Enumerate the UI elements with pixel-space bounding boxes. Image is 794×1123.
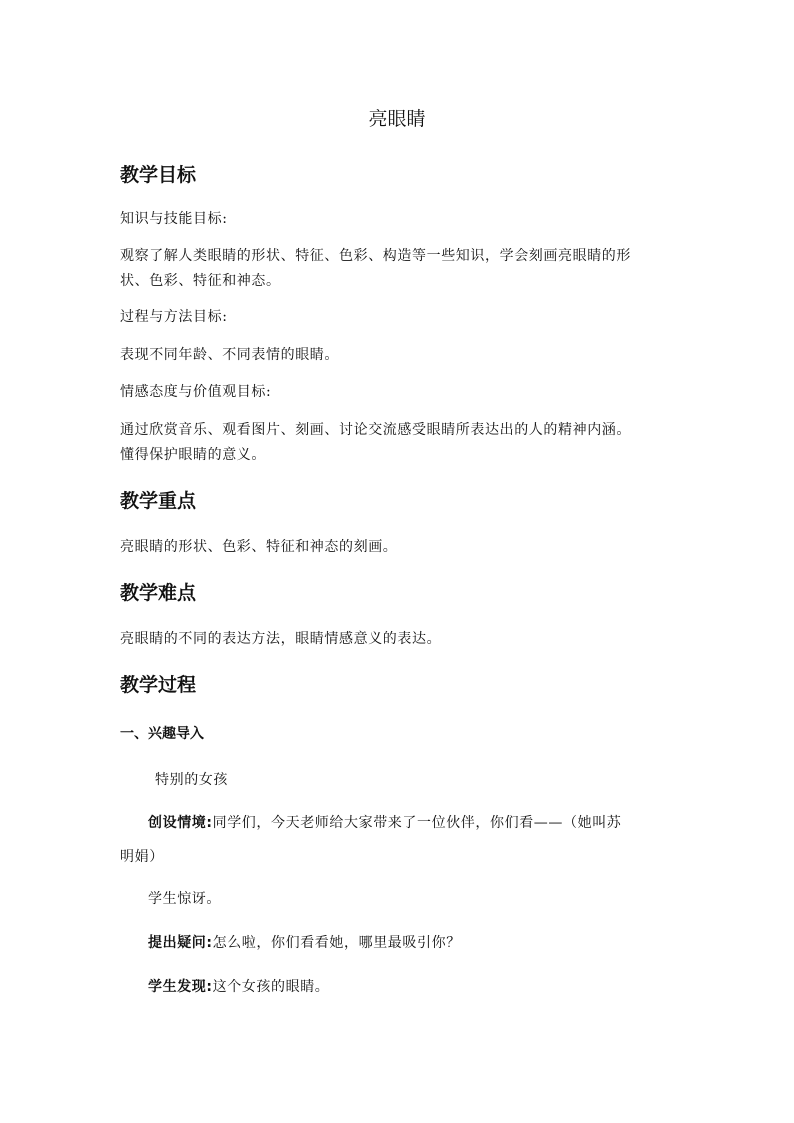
- label-process-method: 过程与方法目标:: [120, 309, 228, 325]
- paragraph-line: 表现不同年龄、不同表情的眼睛。: [120, 347, 339, 363]
- paragraph-line: [148, 976, 329, 996]
- paragraph-line: [148, 932, 461, 952]
- paragraph-line: 特别的女孩: [155, 772, 228, 788]
- paragraph-line: 学生惊讶。: [148, 891, 221, 907]
- paragraph-line: 状、色彩、特征和神态。: [120, 273, 281, 289]
- paragraph-text: 这个女孩的眼睛。: [212, 979, 330, 995]
- lead-create-situation: 创设情境:: [148, 815, 213, 831]
- heading-teaching-process: 教学过程: [120, 674, 197, 696]
- lead-student-discovery: 学生发现:: [148, 979, 213, 995]
- paragraph-line: 亮眼睛的形状、色彩、特征和神态的刻画。: [120, 539, 398, 555]
- lead-raise-question: 提出疑问:: [148, 935, 213, 951]
- paragraph-line: [148, 812, 621, 832]
- paragraph-text: 怎么啦，你们看看她，哪里最吸引你？: [212, 935, 461, 951]
- paragraph-text: 同学们，今天老师给大家带来了一位伙伴，你们看——（她叫苏: [212, 815, 622, 831]
- heading-difficulties: 教学难点: [120, 582, 197, 604]
- paragraph-line: 明娟）: [120, 849, 164, 865]
- paragraph-line: 懂得保护眼睛的意义。: [120, 447, 266, 463]
- heading-key-points: 教学重点: [120, 490, 197, 512]
- heading-teaching-goals: 教学目标: [120, 164, 197, 186]
- paragraph-line: 亮眼睛的不同的表达方法，眼睛情感意义的表达。: [120, 631, 442, 647]
- paragraph-line: 通过欣赏音乐、观看图片、刻画、讨论交流感受眼睛所表达出的人的精神内涵。: [120, 422, 631, 438]
- subheading-interest-intro: 一、兴趣导入: [120, 726, 204, 742]
- label-emotion-values: 情感态度与价值观目标:: [120, 384, 272, 400]
- paragraph-line: 观察了解人类眼睛的形状、特征、色彩、构造等一些知识，学会刻画亮眼睛的形: [120, 248, 631, 264]
- label-knowledge-skills: 知识与技能目标:: [120, 211, 228, 227]
- page-title: 亮眼睛: [368, 108, 426, 130]
